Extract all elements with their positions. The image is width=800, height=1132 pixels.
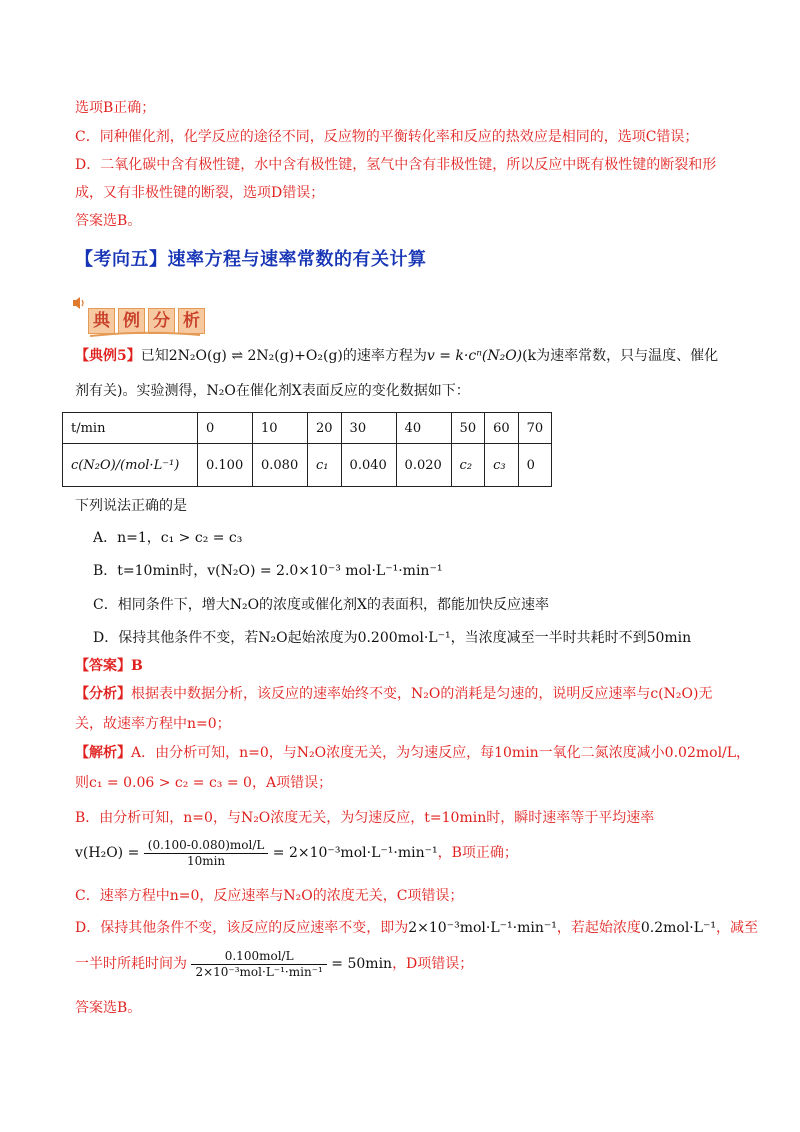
solution-text: A．由分析可知，n=0，与N₂O浓度无关，为匀速反应，每10min一氧化二氮浓度减小0.02mol/L， (131, 745, 751, 761)
solution-formula: 则c₁ = 0.06 > c₂ = c₃ = 0 (75, 775, 252, 791)
fraction-numerator: (0.100-0.080)mol/L (144, 838, 269, 854)
example-text: (k为速率常数，只与温度、催化 (522, 348, 719, 364)
solution-text: ，A项错误； (251, 775, 333, 791)
solution-line-d2 (75, 946, 473, 984)
option-b-text: B．t=10min时， (93, 563, 208, 579)
example-line-2 (75, 381, 470, 401)
table-cell: 0 (198, 413, 253, 444)
speaker-icon (72, 296, 88, 310)
option-b-formula: v(N₂O) = 2.0×10⁻³ mol·L⁻¹·min⁻¹ (207, 563, 443, 579)
badge-char: 析 (178, 308, 205, 334)
solution-text: ，D项错误； (392, 956, 474, 972)
table-cell: 50 (451, 413, 485, 444)
table-cell: 70 (518, 413, 552, 444)
rate-equation: v = k·cⁿ(N₂O) (426, 348, 523, 364)
table-cell: c₃ (485, 444, 519, 487)
table-cell: 30 (341, 413, 396, 444)
example-analysis-badge (72, 296, 212, 340)
badge-char: 分 (148, 308, 175, 334)
fraction-denominator: 10min (186, 853, 226, 868)
table-cell: 0.040 (341, 444, 396, 487)
solution-line-d1 (75, 918, 758, 938)
prev-line-5: 答案选B。 (75, 213, 142, 229)
table-cell: 0.020 (396, 444, 451, 487)
question-stem: 下列说法正确的是 (75, 498, 187, 514)
example-tag: 【典例5】 (75, 348, 141, 364)
prev-line-2: C．同种催化剂，化学反应的途径不同，反应物的平衡转化率和反应的热效应是相同的，选项C错误； (75, 129, 699, 145)
answer-tag: 【答案】 (75, 658, 131, 674)
solution-formula: v(H₂O) = (75, 845, 140, 861)
answer-value: B (131, 658, 143, 674)
species-formula: N₂O (206, 383, 236, 399)
table-cell: 0.080 (253, 444, 308, 487)
solution-text: D．保持其他条件不变，该反应的反应速率不变，即为 (75, 920, 409, 936)
prev-line-4: 成，又有非极性键的断裂，选项D错误； (75, 185, 325, 201)
fraction-denominator: 2×10⁻³mol·L⁻¹·min⁻¹ (195, 964, 323, 979)
data-table (62, 412, 552, 487)
badge-char: 例 (118, 308, 145, 334)
analysis-tag: 【分析】 (75, 686, 131, 702)
table-row (63, 444, 552, 487)
reaction-equation: 2N₂O(g) ⇌ 2N₂(g)+O₂(g) (168, 348, 343, 364)
option-c: C．相同条件下，增大N₂O的浓度或催化剂X的表面积，都能加快反应速率 (93, 597, 550, 613)
solution-formula: = 50min (331, 956, 393, 972)
table-cell: 40 (396, 413, 451, 444)
example-text: 已知 (140, 348, 169, 364)
fraction (191, 949, 326, 980)
fraction-numerator: 0.100mol/L (191, 949, 326, 965)
solution-line-c: C．速率方程中n=0，反应速率与N₂O的浓度无关，C项错误； (75, 888, 464, 904)
answer-line (75, 656, 143, 676)
table-header-cell: t/min (63, 413, 198, 444)
solution-text: 一半时所耗时间为 (75, 956, 187, 972)
solution-formula: = 2×10⁻³mol·L⁻¹·min⁻¹ (272, 845, 438, 861)
solution-line-a2 (75, 773, 332, 793)
fraction (144, 838, 269, 869)
solution-formula: 2×10⁻³mol·L⁻¹·min⁻¹ (408, 920, 557, 936)
prev-line-1: 选项B正确； (75, 100, 156, 116)
solution-line-b2 (75, 836, 518, 872)
solution-text: ，减至 (716, 920, 759, 936)
example-line-1 (75, 346, 718, 366)
table-cell: 10 (253, 413, 308, 444)
badge-char: 典 (88, 308, 115, 334)
solution-tag: 【解析】 (75, 745, 131, 761)
table-cell: 20 (308, 413, 342, 444)
option-d: D．保持其他条件不变，若N₂O起始浓度为0.200mol·L⁻¹，当浓度减至一半时共耗时不到50min (93, 630, 692, 646)
table-cell: c₁ (308, 444, 342, 487)
prev-line-3: D．二氧化碳中含有极性键，水中含有极性键，氢气中含有非极性键，所以反应中既有极性键的断裂和形 (75, 157, 717, 173)
section-heading: 【考向五】速率方程与速率常数的有关计算 (75, 249, 427, 270)
solution-text: ，B项正确； (437, 845, 518, 861)
table-cell: 0 (518, 444, 552, 487)
table-row (63, 413, 552, 444)
option-a: A．n=1，c₁ > c₂ = c₃ (93, 530, 243, 546)
option-b (93, 561, 442, 581)
example-text: 在催化剂X表面反应的变化数据如下： (235, 383, 470, 399)
table-cell: c₂ (451, 444, 485, 487)
solution-text: ，若起始浓度 (556, 920, 641, 936)
analysis-text: 根据表中数据分析，该反应的速率始终不变，N₂O的消耗是匀速的，说明反应速率与c(N₂O)无 (131, 686, 713, 702)
badge-underline (90, 330, 200, 340)
table-cell: 60 (485, 413, 519, 444)
example-text: 剂有关)。实验测得， (75, 383, 207, 399)
table-cell: 0.100 (198, 444, 253, 487)
analysis-line-1 (75, 684, 712, 704)
analysis-line-2: 关，故速率方程中n=0； (75, 716, 231, 732)
example-text: 的速率方程为 (342, 348, 427, 364)
solution-formula: 0.2mol·L⁻¹ (640, 920, 717, 936)
solution-line-a1 (75, 743, 750, 763)
solution-end: 答案选B。 (75, 1000, 142, 1016)
solution-line-b1: B．由分析可知，n=0，与N₂O浓度无关，为匀速反应，t=10min时，瞬时速率等于平均速率 (75, 810, 655, 826)
table-header-cell: c(N₂O)/(mol·L⁻¹) (63, 444, 198, 487)
